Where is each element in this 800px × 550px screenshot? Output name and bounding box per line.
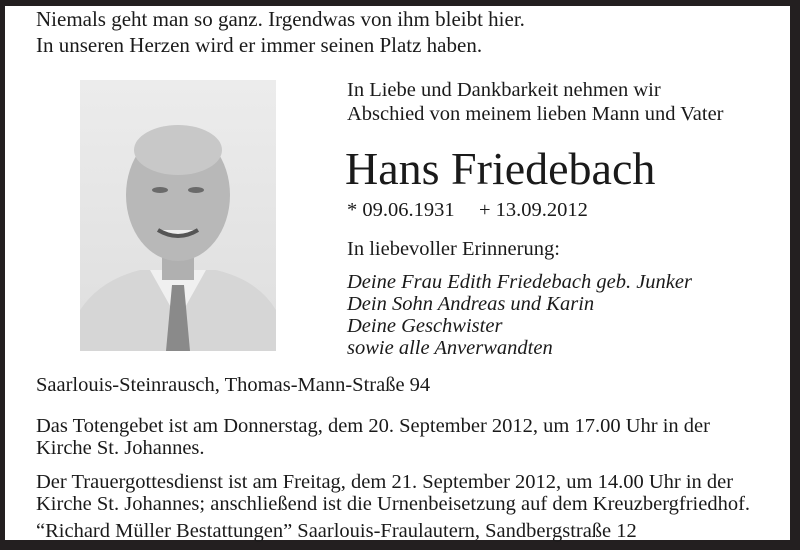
remembrance-heading: In liebevoller Erinnerung: bbox=[347, 238, 560, 260]
intro-line-2: Abschied von meinem lieben Mann und Vater bbox=[347, 103, 724, 125]
obituary-card bbox=[5, 6, 790, 540]
motto-line-2: In unseren Herzen wird er immer seinen Platz haben. bbox=[36, 33, 483, 57]
deceased-name: Hans Friedebach bbox=[345, 143, 656, 194]
prayer-line-1: Das Totengebet ist am Donnerstag, dem 20. September 2012, um 17.00 Uhr in der bbox=[36, 415, 710, 437]
mourner-line: Deine Geschwister bbox=[347, 315, 503, 337]
family-address: Saarlouis-Steinrausch, Thomas-Mann-Straße 94 bbox=[36, 374, 431, 396]
mourner-line: Dein Sohn Andreas und Karin bbox=[347, 293, 595, 315]
mourner-line: Deine Frau Edith Friedebach geb. Junker bbox=[347, 271, 692, 293]
mourner-line: sowie alle Anverwandten bbox=[347, 337, 553, 359]
prayer-line-2: Kirche St. Johannes. bbox=[36, 437, 205, 459]
intro-line-1: In Liebe und Dankbarkeit nehmen wir bbox=[347, 79, 661, 101]
service-line-1: Der Trauergottesdienst ist am Freitag, dem 21. September 2012, um 14.00 Uhr in der bbox=[36, 471, 734, 493]
portrait-photo bbox=[80, 80, 276, 351]
undertaker-info: “Richard Müller Bestattungen” Saarlouis-Fraulautern, Sandbergstraße 12 bbox=[36, 520, 637, 542]
death-date: + 13.09.2012 bbox=[479, 199, 588, 221]
birth-date: * 09.06.1931 bbox=[347, 199, 455, 221]
service-line-2: Kirche St. Johannes; anschließend ist die Urnenbeisetzung auf dem Kreuzbergfriedhof. bbox=[36, 493, 751, 515]
motto-line-1: Niemals geht man so ganz. Irgendwas von ihm bleibt hier. bbox=[36, 7, 525, 31]
